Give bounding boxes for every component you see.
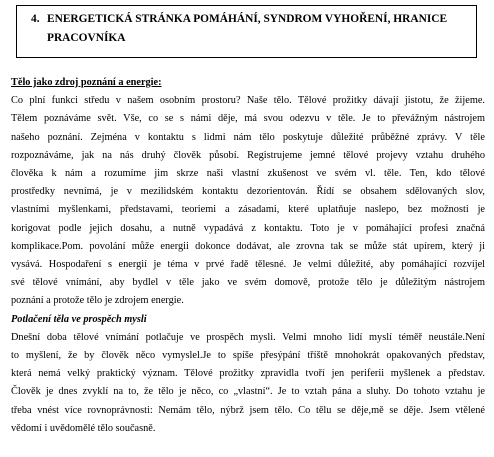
body-text: [11, 74, 485, 438]
paragraph-line: Člověk je dnes zvyklí na to, že tělo je něco, co „vlastní“. Je to vztah pána a sluhy. Do tohoto vztahu je: [11, 386, 485, 398]
paragraph-line: vysává. Hospodaření s energií je téma v prvé řadě tělesné. Je velmi důležité, aby pomáhající rozvíjel: [11, 259, 485, 271]
chapter-title-line-2: PRACOVNÍKA: [47, 32, 126, 44]
paragraph-line: našeho poznání. Zejména v kontaktu s lidmi nám tělo poskytuje důležité průběžné zprávy. V těle: [11, 131, 485, 143]
paragraph-line: komplikace.Pom. povolání může energii dokonce dodávat, ale zrovna tak se může stát upírem, který ji: [11, 240, 485, 252]
paragraph-line: své tělové vnímání, aby bydlel v těle jako ve svém domově, protože tělo je důležitým nástrojem: [11, 277, 485, 289]
chapter-title-line-1: ENERGETICKÁ STRÁNKA POMÁHÁNÍ, SYNDROM VYHOŘENÍ, HRANICE: [47, 13, 448, 25]
chapter-number: 4.: [31, 13, 40, 25]
paragraph-line: vlastními myšlenkami, představami, teoriemi a zásadami, které uplatňuje naslepo, bez možnosti je: [11, 204, 485, 216]
paragraph-line: to myšlení, že by člověk něco vymyslel.Je to spíše přesýpání tříště mnohokrát opakovaných představ,: [11, 350, 485, 362]
paragraph-line: člověka k nám a rozumíme jim skrze naši vlastní zkušenost ve svém vl. těle. Ten, kdo tělové: [11, 168, 485, 180]
section-heading-body-as-source: Tělo jako zdroj poznání a energie:: [11, 77, 162, 88]
paragraph-line: prostředky nevnímá, je v mezilidském kontaktu dezorientován. Řídí se obsahem sdělovaných slov,: [11, 186, 485, 198]
paragraph-line: Co plní funkci středu v našem osobním prostoru? Naše tělo. Tělové prožitky dávají jistotu, že žijeme.: [11, 95, 485, 107]
paragraph-line: která nemá velký praktický význam. Tělové prožitky zpravidla tvoří jen periferii myšlenek a představ.: [11, 368, 485, 380]
chapter-heading-box: [16, 5, 477, 58]
paragraph-line: rozpoznáváme, jak na nás druhý člověk působí. Registrujeme jemné tělové projevy vztahu druhého: [11, 149, 485, 161]
paragraph-line: poznání a protože tělo je zdrojem energie.: [11, 295, 184, 307]
paragraph-line: třeba vnést více rovnoprávnosti: Nemám tělo, nýbrž jsem tělo. Co tělu se děje,mě se děje. Jsem vtělené: [11, 404, 485, 416]
chapter-title: [31, 10, 468, 48]
paragraph-line: vědomí i uvědomělé tělo současně.: [11, 422, 156, 434]
section-heading-body-suppression: Potlačení těla ve prospěch mysli: [11, 313, 147, 325]
paragraph-line: korigovat podle jejich dosahu, a nutně vypadává z kontaktu. Toto je v pomáhající profesi značná: [11, 222, 485, 234]
paragraph-line: Tělem poznáváme svět. Vše, co se s námi děje, má svou odezvu v těle. Je to převážným nástrojem: [11, 113, 485, 125]
paragraph-line: Dnešní doba tělové vnímání potlačuje ve prospěch mysli. Velmi mnoho lidí myslí téměř neustále.Není: [11, 331, 485, 343]
